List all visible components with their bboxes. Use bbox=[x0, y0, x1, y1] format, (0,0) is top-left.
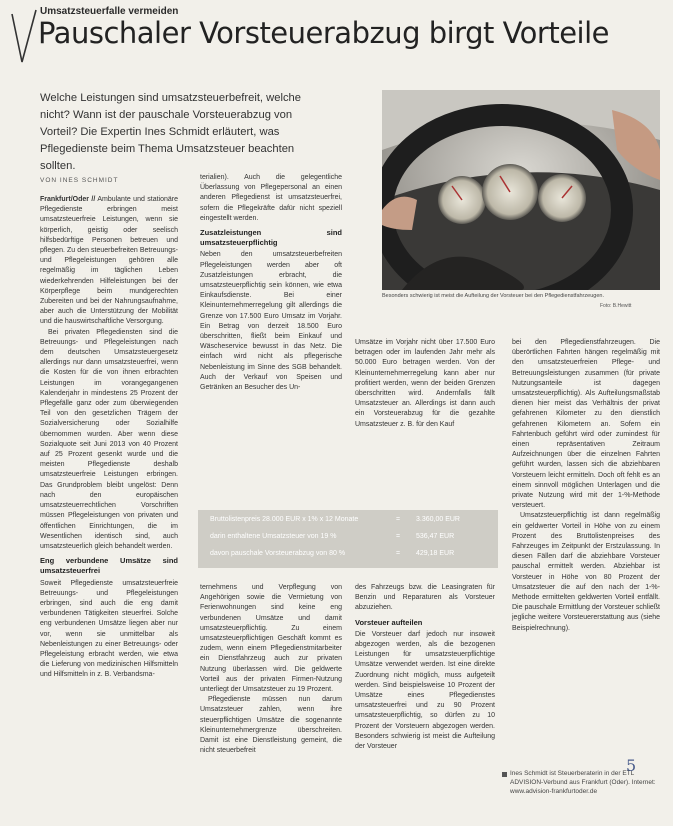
author-contact: Ines Schmidt ist Steuerberaterin in der ETL ADVISION-Verbund aus Frankfurt (Oder). Internet: www.advision-frankfurtoder.de bbox=[510, 770, 656, 795]
col1-paragraph-2: Bei privaten Pflegediensten sind die Betreuungs- und Pflegeleistungen nach dem deutschen Umsatzsteuergesetz allerdings nur dann umsatzsteuerfrei, wenn die Kosten für die von ihnen erbrachten Leistungen im vorangegangenen Kalenderjahr in mindestens 25 Prozent der Pflegefälle ganz oder zum überwiegenden Teil von den gesetzlichen Trägern der Sozialversicherung oder Sozialhilfe übernommen wurden. Aber wenn diese Sozialquote seit Juni 2013 von 40 Prozent auf 25 Prozent gesenkt wurde und die meisten Pflegedienste deshalb umsatzsteuerfreie Leistungen erbringen. Das Grundproblem bleibt ungelöst: Denn nach den europäischen umsatzsteuerrechtlichen Vorschriften müssen Pflegeleistungen von privaten und öffentlichen Einrichtungen, die im Wesentlichen identisch sind, auch umsatzsteuerlich gleich behandelt werden. bbox=[40, 328, 178, 550]
col2-paragraph-4: Pflegedienste müssen nun darum Umsatzsteuer zahlen, wenn ihre steuerpflichtigen Umsätze die sogenannte Kleinunternehmergrenze überschreiten. Damit ist eine Dienstleistung gemeint, die nicht steuerbefreit bbox=[200, 696, 342, 755]
col2-paragraph-1: terialien). Auch die gelegentliche Überlassung von Pflegepersonal an einen anderen Pflegedienst ist umsatzsteuerfrei, sofern die Pflegekräfte dafür nicht speziell eingestellt werden. bbox=[200, 174, 342, 222]
article-author: VON INES SCHMIDT bbox=[40, 177, 119, 184]
col1-paragraph-3: Soweit Pflegedienste umsatzsteuerfreie Betreuungs- und Pflegeleistungen erbringen, sind auch die eng damit verbundenen Tätigkeiten steuerfrei. Solche eng verbundenen Umsätze liegen aber nur vor, wenn sie unmittelbar als Nebenleistungen zu einer Betreuungs- oder Pflegeleistung erbracht werden, wie etwa die Lieferung von medizinischen Hilfsmitteln und Hilfsmitteln in z. B. Verbandsma- bbox=[40, 579, 178, 679]
col2-subheading: Zusatzleistungen sind umsatzsteuerpflichtig bbox=[200, 228, 342, 248]
calc-row-3-op: = bbox=[396, 550, 401, 557]
col3-subheading: Vorsteuer aufteilen bbox=[355, 617, 423, 627]
page-number: 5 bbox=[626, 756, 637, 775]
col2-paragraph-2: Neben den umsatzsteuerbefreiten Pflegeleistungen werden aber oft Zusatzleistungen erbracht, die umsatzsteuerpflichtig sein können, wie etwa Einkaufsdienste. Bei einer Kleinunternehmerregelung gilt allerdings die Grenze von 17.500 Euro Umsatz im Vorjahr. Ein Betrag von derzeit 18.500 Euro überschritten, fließt beim Einkauf und Wäscheservice bewusst in das Netz. Die einfach wird nicht als pflegerische Nebenleistung im Sinne des SGB behandelt. Auch der Verkauf von Speisen und Getränken an Besucher des Un- bbox=[200, 251, 342, 392]
col3-paragraph-2: des Fahrzeugs bzw. die Leasingraten für Benzin und Reparaturen als Vorsteuer abzuziehen. bbox=[355, 584, 495, 612]
col1-subheading: Eng verbundene Umsätze sind umsatzsteuerfrei bbox=[40, 556, 178, 576]
col2-paragraph-3: ternehmens und Verpflegung von Angehörigen sowie die Vermietung von Ferienwohnungen sind keine eng verbundenen Umsätze und damit umsatzsteuerpflichtig. Zu einem umsatzsteuerpflichtigen Geschäft kommt es zudem, wenn einem Pflegedienstmitarbeiter ein Dienstfahrzeug auch zur privaten Nutzung überlassen wird. Die geldwerte Vorteil aus der privaten Firmen-Nutzung unterliegt der Umsatzsteuer zu 19 Prozent. bbox=[200, 584, 342, 694]
column-1 bbox=[40, 195, 178, 681]
calc-row-3-value: 429,18 EUR bbox=[416, 550, 455, 557]
calc-row-1-label: Bruttolistenpreis 28.000 EUR x 1% x 12 Monate bbox=[210, 516, 359, 523]
calc-row-1-value: 3.360,00 EUR bbox=[416, 516, 460, 523]
photo-caption: Besonders schwierig ist meist die Aufteilung der Vorsteuer bei den Pflegedienstfahrzeugen. bbox=[382, 293, 604, 299]
column-3-bottom bbox=[355, 583, 495, 752]
calc-row-2-label: darin enthaltene Umsatzsteuer von 19 % bbox=[210, 533, 337, 540]
calc-row-2-op: = bbox=[396, 533, 401, 540]
col4-paragraph-2: Umsatzsteuerpflichtig ist dann regelmäßig ein geldwerter Vorteil in Höhe von zu einem Prozent des Bruttolistenpreises des Fahrzeuges im Zeitpunkt der Erstzulassung. In diesen Fällen darf die abziehbare Vorsteuer pauschal ermittelt werden. Abziehbar ist Vorsteuer in Höhe von 80 Prozent der Umsatzsteuer die auf den nach der 1-%-Methode ermittelten geldwerten Vorteil entfällt. Die pauschale Ermittlung der Vorsteuer schließt jegliche weitere Vorsteuererstattung aus (siehe Beispielrechnung). bbox=[512, 512, 660, 632]
article-kicker: Umsatzsteuerfalle vermeiden bbox=[40, 6, 179, 17]
calc-row-2 bbox=[198, 531, 498, 545]
calc-row-1 bbox=[198, 514, 498, 528]
article-headline: Pauschaler Vorsteuerabzug birgt Vorteile bbox=[38, 16, 610, 50]
calc-row-1-op: = bbox=[396, 516, 401, 523]
article-photo-dashboard bbox=[382, 90, 660, 290]
photo-credit: Foto: B.Hewitt bbox=[600, 303, 632, 309]
col3-paragraph-1: Umsätze im Vorjahr nicht über 17.500 Euro betragen oder im laufenden Jahr mehr als 50.000 Euro betragen werden. Von der Kleinunternehmerregelung kann aber nur profitiert werden, wenn der beiden Grenzen überschritten wird. Andernfalls fällt Umsatzsteuer an. Allerdings ist dann auch ein Vorsteuerabzug für die gezahlte Umsatzsteuer z. B. für den Kauf bbox=[355, 339, 495, 428]
column-2-bottom bbox=[200, 583, 342, 756]
dateline: Frankfurt/Oder // bbox=[40, 196, 96, 203]
headline-accent-mark bbox=[8, 6, 38, 66]
calc-row-3 bbox=[198, 548, 498, 562]
col1-paragraph-1: Ambulante und stationäre Pflegedienste erbringen meist umsatzsteuerfreie Leistungen, wenn sie körperlich, geistig oder seelisch hilfsbedürftige Personen betreuen und pflegen. Zu den steuerbefreiten Betreuungs- und Pflegeleistungen gehören alle regelmäßig im täglichen Leben wiederkehrenden Hilfeleistungen bei der Körperpflege beim mundgerechten Zubereiten und bei der Nahrungsaufnahme, aber auch die Unterstützung der Mobilität und die hauswirtschaftliche Versorgung. bbox=[40, 196, 178, 326]
col3-paragraph-3: Die Vorsteuer darf jedoch nur insoweit abgezogen werden, als die bezogenen Leistungen für umsatzsteuerpflichtige Umsätze verwendet werden. Ist eine direkte Zuordnung nicht möglich, muss aufgeteilt werden. Sind beispielsweise 10 Prozent der Umsätze eines Pflegedienstes umsatzsteuerfrei und zu 90 Prozent umsatzsteuerpflichtig, so dürfen zu 10 Prozent der Vorsteuern abgezogen werden. Besonders schwierig ist meist die Aufteilung der Vorsteuer bbox=[355, 630, 495, 751]
article-lead: Welche Leistungen sind umsatzsteuerbefreit, welche nicht? Wann ist der pauschale Vorsteuerabzug von Vorteil? Die Expertin Ines Schmidt erläutert, was Pflegedienste beim Thema Umsatzsteuer beachten sollten. bbox=[40, 92, 301, 172]
calculation-box bbox=[198, 510, 498, 568]
col4-paragraph-1: bei den Pflegedienstfahrzeugen. Die überörtlichen Fahrten hängen regelmäßig mit den umsatzsteuerfreien Pflege- und Betreuungsleistungen zusammen (für private Nutzungsanteile ist dagegen umsatzsteuerpflichtig). Als Aufteilungsmaßstab dienen hier meist das Verhältnis der privat gefahrenen Kilometer zu den dienstlich gefahrenen Kilometern an. Sofern ein Fahrtenbuch geführt wird oder zumindest für einen repräsentativen Zeitraum Aufzeichnungen über die einzelnen Fahrten geführt wurden, lassen sich die abziehbaren Vorsteuern leicht ermitteln. Doch oft fehlt es an einem sinnvoll möglichen Unterlagen und die private Nutzung wird mit der 1-%-Methode versteuert. bbox=[512, 339, 660, 510]
contact-bullet bbox=[502, 772, 507, 777]
calc-row-3-label: davon pauschale Vorsteuerabzug von 80 % bbox=[210, 550, 346, 557]
column-3-top bbox=[355, 338, 495, 430]
column-4 bbox=[512, 338, 660, 634]
column-2-top bbox=[200, 173, 342, 393]
calc-row-2-value: 536,47 EUR bbox=[416, 533, 455, 540]
